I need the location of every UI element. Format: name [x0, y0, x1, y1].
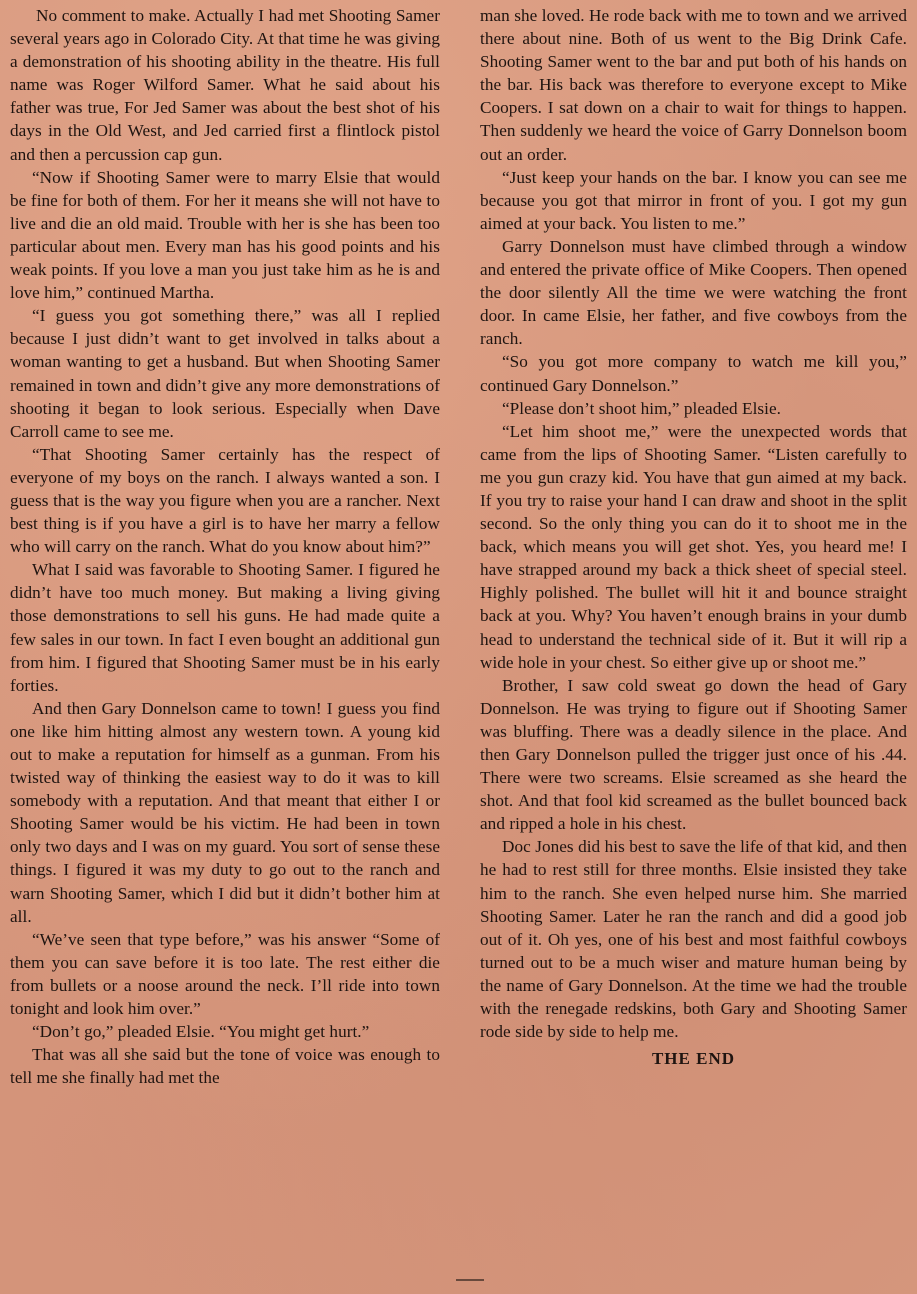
paragraph: What I said was favorable to Shooting Samer. I figured he didn’t have too much money. But making a living giving those demonstrations to sell his guns. He had made quite a few sales in our town. In fact I even bought an additional gun from him. I figured that Shooting Samer must be in his early forties.: [10, 560, 440, 695]
paragraph: Brother, I saw cold sweat go down the head of Gary Donnelson. He was trying to figure out if Shooting Samer was bluffing. There was a deadly silence in the place. And then Gary Donnelson pulled the trigger just once of his .44. There were two screams. Elsie screamed as she heard the shot. And that fool kid screamed as the bullet bounced back and ripped a hole in his chest.: [480, 675, 907, 834]
story-ending: THE END: [651, 1049, 736, 1069]
paragraph: Doc Jones did his best to save the life of that kid, and then he had to rest still for three months. Elsie insisted they take him to the ranch. She even helped nurse him. She married Shooting Samer. Later he ran the ranch and did a good job out of it. Oh yes, one of his best and most faithful cowboys turned out to be a much wiser and mature human being by the name of Gary Donnelson. At the time we had the trouble with the renegade redskins, both Gary and Shooting Samer rode side by side to help me.: [480, 837, 907, 1042]
print-mark: [456, 1279, 484, 1281]
paragraph: And then Gary Donnelson came to town! I guess you find one like him hitting almost any western town. A young kid out to make a reputation for himself as a gunman. From his twisted way of thinking the easiest way to do it was to kill somebody with a reputation. And that meant that either I or Shooting Samer would be his victim. He had been in town only two days and I was on my guard. You sort of sense these things. I figured it was my duty to go out to the ranch and warn Shooting Samer, which I did but it didn’t bother him at all.: [10, 698, 440, 926]
paragraph: No comment to make. Actually I had met Shooting Samer several years ago in Colorado City. At that time he was giving a demonstration of his shooting ability in the theatre. His full name was Roger Wilford Samer. What he said about his father was true, For Jed Samer was about the best shot of his days in the Old West, and Jed carried first a flintlock pistol and then a percussion cap gun.: [10, 6, 440, 164]
paragraph: “Let him shoot me,” were the unexpected words that came from the lips of Shooting Samer. “Listen carefully to me you gun crazy kid. You have that gun aimed at my back. If you try to raise your hand I can draw and shoot in the split second. So the only thing you can do it to shoot me in the back, which means you will get shot. Yes, you heard me! I have strapped around my back a thick sheet of special steel. Highly polished. The bullet will hit it and bounce straight back at you. Why? You haven’t enough brains in your dumb head to understand the technical side of it. But it will rip a wide hole in your chest. So either give up or shoot me.”: [480, 421, 907, 672]
paragraph: Garry Donnelson must have climbed through a window and entered the private office of Mike Coopers. Then opened the door silently All the time we were watching the front door. In came Elsie, her father, and five cowboys from the ranch.: [480, 236, 907, 349]
paragraph: That was all she said but the tone of voice was enough to tell me she finally had met the: [10, 1045, 440, 1088]
paragraph: “Don’t go,” pleaded Elsie. “You might get hurt.”: [32, 1022, 370, 1042]
paragraph: “So you got more company to watch me kill you,” continued Gary Donnelson.”: [480, 352, 907, 395]
paragraph: “We’ve seen that type before,” was his answer “Some of them you can save before it is too late. The rest either die from bullets or a noose around the neck. I’ll ride into town tonight and look him over.”: [10, 929, 440, 1019]
left-column: [10, 4, 440, 1290]
paragraph: “I guess you got something there,” was all I replied because I just didn’t want to get involved in talks about a woman wanting to get a husband. But when Shooting Samer remained in town and didn’t give any more demonstrations of shooting it began to look serious. Especially when Dave Carroll came to see me.: [10, 306, 440, 441]
paragraph: “Please don’t shoot him,” pleaded Elsie.: [502, 398, 782, 418]
paragraph: “Just keep your hands on the bar. I know you can see me because you got that mirror in front of you. I got my gun aimed at your back. You listen to me.”: [480, 167, 907, 233]
paragraph: “Now if Shooting Samer were to marry Elsie that would be fine for both of them. For her it means she will not have to live and die an old maid. Trouble with her is she has been too particular about men. Every man has his good points and his weak points. If you love a man you just take him as he is and love him,” continued Martha.: [10, 167, 440, 303]
paragraph: man she loved. He rode back with me to town and we arrived there about nine. Both of us went to the Big Drink Cafe. Shooting Samer went to the bar and put both of his hands on the bar. His back was therefore to everyone except to Mike Coopers. I sat down on a chair to wait for things to happen. Then suddenly we heard the voice of Garry Donnelson boom out an order.: [480, 6, 907, 164]
paragraph: “That Shooting Samer certainly has the respect of everyone of my boys on the ranch. I always wanted a son. I guess that is the way you figure when you are a rancher. Next best thing is if you have a girl is to have her marry a fellow who will carry on the ranch. What do you know about him?”: [10, 444, 440, 557]
right-column: [480, 4, 907, 1280]
